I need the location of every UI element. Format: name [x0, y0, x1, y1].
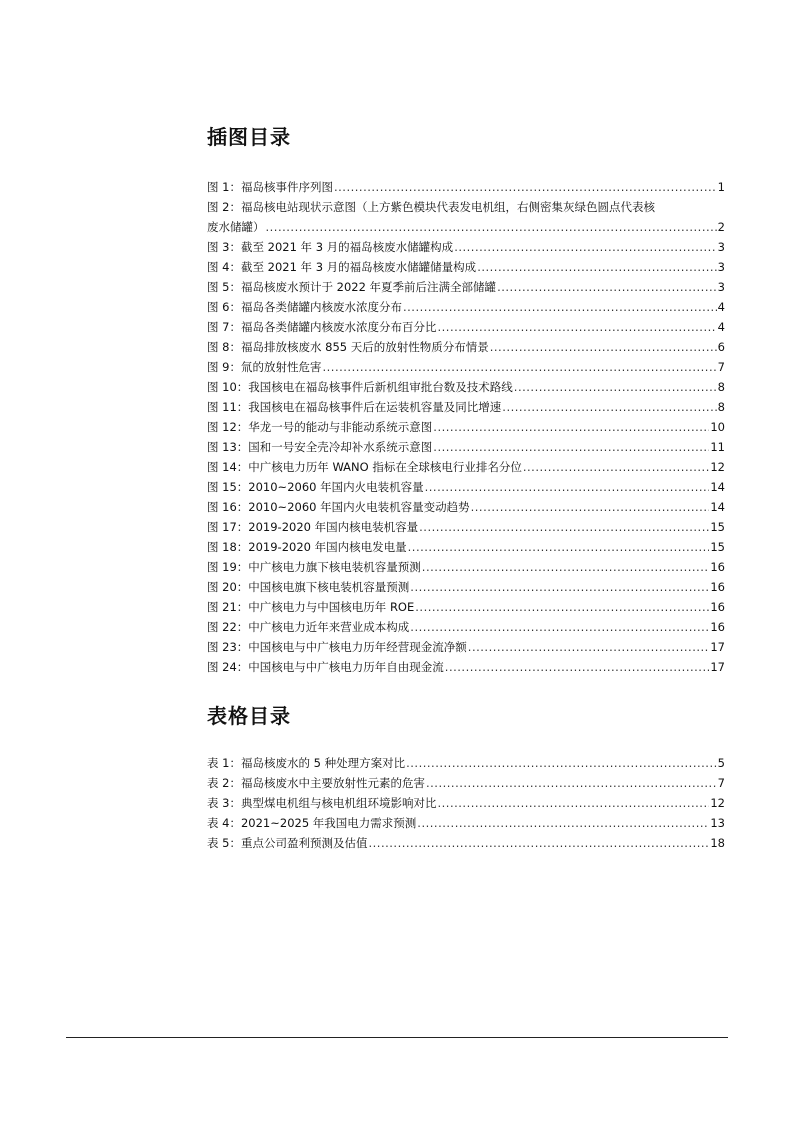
figure-toc-entry-label: 图 5：福岛核废水预计于 2022 年夏季前后注满全部储罐 — [207, 280, 497, 294]
figure-toc-entry-page: 8 — [717, 400, 725, 414]
leader-dots — [406, 753, 717, 773]
table-toc-entry-label: 表 2：福岛核废水中主要放射性元素的危害 — [207, 776, 425, 790]
figure-toc-entry-page: 14 — [710, 480, 725, 494]
table-toc-entry-label: 表 5：重点公司盈利预测及估值 — [207, 836, 368, 850]
figure-toc-entry-page: 16 — [710, 620, 725, 634]
leader-dots — [490, 337, 717, 357]
figure-toc-entry[interactable] — [207, 277, 725, 297]
leader-dots — [419, 517, 709, 537]
tables-section-title: 表格目录 — [207, 704, 291, 728]
figure-toc-entry-label: 图 21：中广核电力与中国核电历年 ROE — [207, 600, 415, 614]
leader-dots — [437, 317, 716, 337]
figure-toc-entry-label: 图 16：2010~2060 年国内火电装机容量变动趋势 — [207, 500, 470, 514]
figure-toc-entry[interactable] — [207, 537, 725, 557]
figure-toc-entry-page: 2 — [717, 220, 725, 234]
figure-toc-entry-label: 图 24：中国核电与中广核电力历年自由现金流 — [207, 660, 444, 674]
figure-toc-entry[interactable] — [207, 617, 725, 637]
leader-dots — [471, 497, 710, 517]
table-toc-entry-page: 13 — [710, 816, 725, 830]
figure-toc-entry[interactable] — [207, 657, 725, 677]
figure-toc-entry[interactable] — [207, 597, 725, 617]
figure-toc-entry-page: 16 — [710, 580, 725, 594]
figure-toc-entry[interactable] — [207, 317, 725, 337]
table-toc-entry[interactable] — [207, 833, 725, 853]
figure-toc-entry-label: 图 12：华龙一号的能动与非能动系统示意图 — [207, 420, 433, 434]
figure-toc-entry-label: 图 14：中广核电力历年 WANO 指标在全球核电行业排名分位 — [207, 460, 522, 474]
figure-toc-entry-page: 16 — [710, 600, 725, 614]
figure-toc-entry-page: 3 — [717, 260, 725, 274]
figure-toc-entry-label: 图 20：中国核电旗下核电装机容量预测 — [207, 580, 410, 594]
figure-toc-entry-page: 4 — [717, 320, 725, 334]
leader-dots — [334, 177, 717, 197]
figure-toc-entry-label: 图 7：福岛各类储罐内核废水浓度分布百分比 — [207, 320, 437, 334]
figure-toc-entry-page: 16 — [710, 560, 725, 574]
leader-dots — [410, 617, 709, 637]
leader-dots — [417, 813, 709, 833]
table-toc-entry-page: 12 — [710, 796, 725, 810]
figures-section-title: 插图目录 — [207, 125, 291, 149]
leader-dots — [266, 217, 717, 237]
figure-toc-entry-label: 图 15：2010~2060 年国内火电装机容量 — [207, 480, 424, 494]
leader-dots — [415, 597, 709, 617]
table-toc-entry[interactable] — [207, 813, 725, 833]
figure-toc-entry[interactable] — [207, 637, 725, 657]
leader-dots — [502, 397, 716, 417]
figure-toc-entry-page: 17 — [710, 660, 725, 674]
figure-toc-entry[interactable] — [207, 577, 725, 597]
leader-dots — [433, 437, 709, 457]
figure-toc-entry-label: 图 18：2019-2020 年国内核电发电量 — [207, 540, 407, 554]
leader-dots — [523, 457, 709, 477]
table-toc-entry-label: 表 1：福岛核废水的 5 种处理方案对比 — [207, 756, 406, 770]
figure-toc-entry[interactable] — [207, 337, 725, 357]
figure-toc-entry-page: 8 — [717, 380, 725, 394]
figure-toc-entry-label: 图 17：2019-2020 年国内核电装机容量 — [207, 520, 419, 534]
figure-toc-entry-page: 3 — [717, 280, 725, 294]
figure-toc-entry[interactable] — [207, 457, 725, 477]
figure-toc-entry[interactable] — [207, 257, 725, 277]
leader-dots — [514, 377, 717, 397]
table-toc-entry-page: 18 — [710, 836, 725, 850]
figure-toc-entry[interactable] — [207, 397, 725, 417]
figure-toc-entry[interactable] — [207, 417, 725, 437]
leader-dots — [437, 793, 709, 813]
tables-toc-list — [207, 753, 725, 853]
table-toc-entry[interactable] — [207, 773, 725, 793]
figure-toc-entry-label: 图 4：截至 2021 年 3 月的福岛核废水储罐储量构成 — [207, 260, 477, 274]
figure-toc-entry-label: 图 13：国和一号安全壳冷却补水系统示意图 — [207, 440, 433, 454]
figure-toc-entry-page: 3 — [717, 240, 725, 254]
leader-dots — [403, 297, 717, 317]
table-toc-entry[interactable] — [207, 753, 725, 773]
leader-dots — [445, 657, 710, 677]
figure-toc-entry[interactable] — [207, 497, 725, 517]
figures-toc-list — [207, 177, 725, 677]
table-toc-entry[interactable] — [207, 793, 725, 813]
figure-toc-entry[interactable] — [207, 177, 725, 197]
leader-dots — [433, 417, 709, 437]
leader-dots — [368, 833, 709, 853]
figure-toc-entry-label: 图 8：福岛排放核废水 855 天后的放射性物质分布情景 — [207, 340, 489, 354]
figure-toc-entry[interactable] — [207, 197, 725, 237]
figure-toc-entry-label: 图 22：中广核电力近年来营业成本构成 — [207, 620, 410, 634]
leader-dots — [468, 637, 710, 657]
figure-toc-entry-label: 废水储罐） — [207, 220, 265, 234]
table-toc-entry-page: 7 — [717, 776, 725, 790]
leader-dots — [497, 277, 717, 297]
figure-toc-entry[interactable] — [207, 517, 725, 537]
leader-dots — [322, 357, 716, 377]
figure-toc-entry-page: 1 — [717, 180, 725, 194]
figure-toc-entry[interactable] — [207, 477, 725, 497]
figure-toc-entry[interactable] — [207, 357, 725, 377]
table-toc-entry-page: 5 — [717, 756, 725, 770]
leader-dots — [454, 237, 716, 257]
leader-dots — [425, 477, 710, 497]
figure-toc-entry-label: 图 10：我国核电在福岛核事件后新机组审批台数及技术路线 — [207, 380, 513, 394]
figure-toc-entry-page: 14 — [710, 500, 725, 514]
figure-toc-entry-label: 图 1：福岛核事件序列图 — [207, 180, 333, 194]
figure-toc-entry-label: 图 2：福岛核电站现状示意图（上方紫色模块代表发电机组，右侧密集灰绿色圆点代表核 — [207, 200, 655, 214]
table-toc-entry-label: 表 4：2021~2025 年我国电力需求预测 — [207, 816, 417, 830]
leader-dots — [426, 773, 717, 793]
figure-toc-entry-page: 17 — [710, 640, 725, 654]
figure-toc-entry-page: 4 — [717, 300, 725, 314]
table-toc-entry-label: 表 3：典型煤电机组与核电机组环境影响对比 — [207, 796, 437, 810]
figure-toc-entry-label: 图 9：氚的放射性危害 — [207, 360, 322, 374]
figure-toc-entry-page: 12 — [710, 460, 725, 474]
leader-dots — [477, 257, 716, 277]
figure-toc-entry-page: 15 — [710, 540, 725, 554]
figure-toc-entry-page: 6 — [717, 340, 725, 354]
leader-dots — [408, 537, 710, 557]
figure-toc-entry-label: 图 11：我国核电在福岛核事件后在运装机容量及同比增速 — [207, 400, 502, 414]
figure-toc-entry[interactable] — [207, 297, 725, 317]
figure-toc-entry[interactable] — [207, 377, 725, 397]
footer-divider — [66, 1037, 728, 1038]
figure-toc-entry-label: 图 3：截至 2021 年 3 月的福岛核废水储罐构成 — [207, 240, 454, 254]
figure-toc-entry-page: 10 — [710, 420, 725, 434]
figure-toc-entry-page: 15 — [710, 520, 725, 534]
leader-dots — [422, 557, 710, 577]
figure-toc-entry-label: 图 6：福岛各类储罐内核废水浓度分布 — [207, 300, 402, 314]
figure-toc-entry[interactable] — [207, 557, 725, 577]
figure-toc-entry-label: 图 23：中国核电与中广核电力历年经营现金流净额 — [207, 640, 467, 654]
figure-toc-entry[interactable] — [207, 237, 725, 257]
figure-toc-entry[interactable] — [207, 437, 725, 457]
figure-toc-entry-label: 图 19：中广核电力旗下核电装机容量预测 — [207, 560, 421, 574]
leader-dots — [410, 577, 709, 597]
figure-toc-entry-page: 7 — [717, 360, 725, 374]
figure-toc-entry-page: 11 — [710, 440, 725, 454]
